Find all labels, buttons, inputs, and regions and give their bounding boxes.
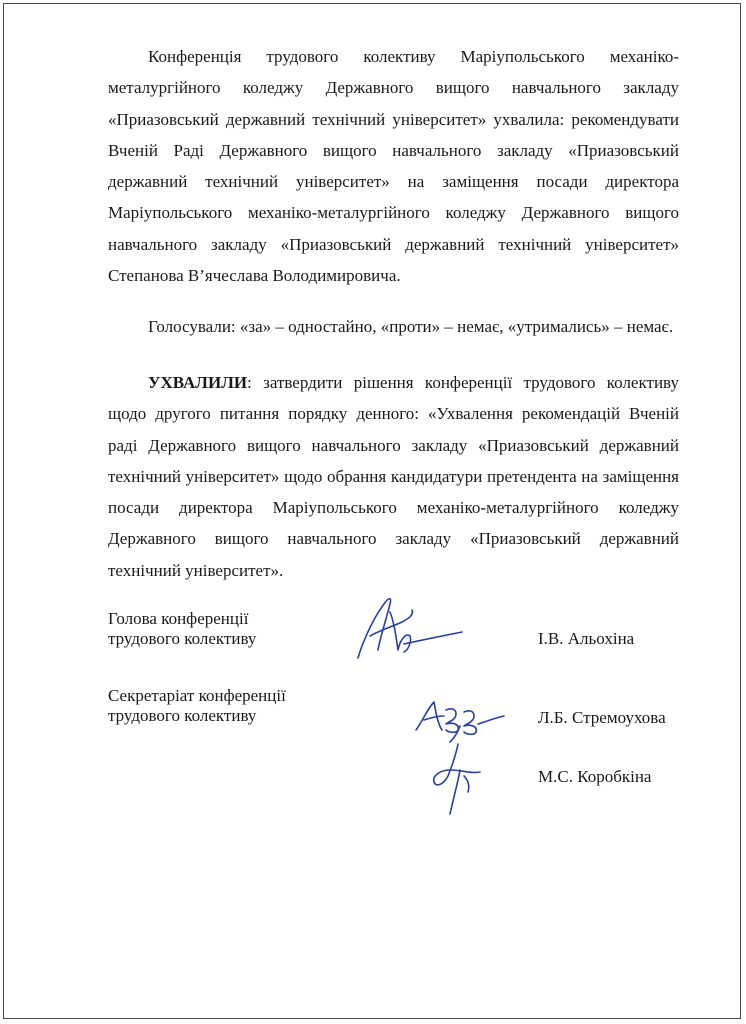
chair-label-line1: Голова конференції: [108, 609, 249, 628]
secretariat-label-line1: Секретаріат конференції: [108, 686, 286, 705]
secretary1-name: Л.Б. Стремоухова: [538, 708, 666, 727]
chair-label: [108, 609, 256, 649]
chair-name: І.В. Альохіна: [538, 629, 635, 648]
voting-paragraph: Голосували: «за» – одностайно, «проти» – немає, «утримались» – немає.: [148, 317, 674, 336]
secretary1-signature-icon: [412, 694, 522, 744]
resolution-paragraph: Конференція трудового колективу Маріупольського механіко-металургійного коледжу Державного вищого навчального закладу «Приазовський державний технічний університет» ухвалила: рекомендувати Вченій Раді Державного вищого навчального закладу «Приазовський державний технічний університет» на заміщення посади директора Маріупольського механіко-металургійного коледжу Державного вищого навчального закладу «Приазовський державний технічний університет» Степанова В’ячеслава Володимировича.: [108, 47, 679, 286]
chair-signature-icon: [350, 592, 470, 667]
decision-paragraph: [108, 367, 679, 586]
decision-heading: УХВАЛИЛИ: [148, 373, 248, 392]
secretary2-name: М.С. Коробкіна: [538, 767, 652, 786]
secretary2-signature-icon: [428, 740, 488, 820]
secretariat-label: [108, 686, 286, 726]
secretariat-label-line2: трудового колективу: [108, 706, 257, 725]
decision-text: : затвердити рішення конференції трудового колективу щодо другого питання порядку денного: «Ухвалення рекомендацій Вченій раді Державного вищого навчального закладу «Приазовський державний технічний університет» щодо обрання кандидатури претендента на заміщення посади директора Маріупольського механіко-металургійного коледжу Державного вищого навчального закладу «Приазовський державний технічний університет».: [108, 373, 679, 580]
chair-label-line2: трудового колективу: [108, 629, 257, 648]
